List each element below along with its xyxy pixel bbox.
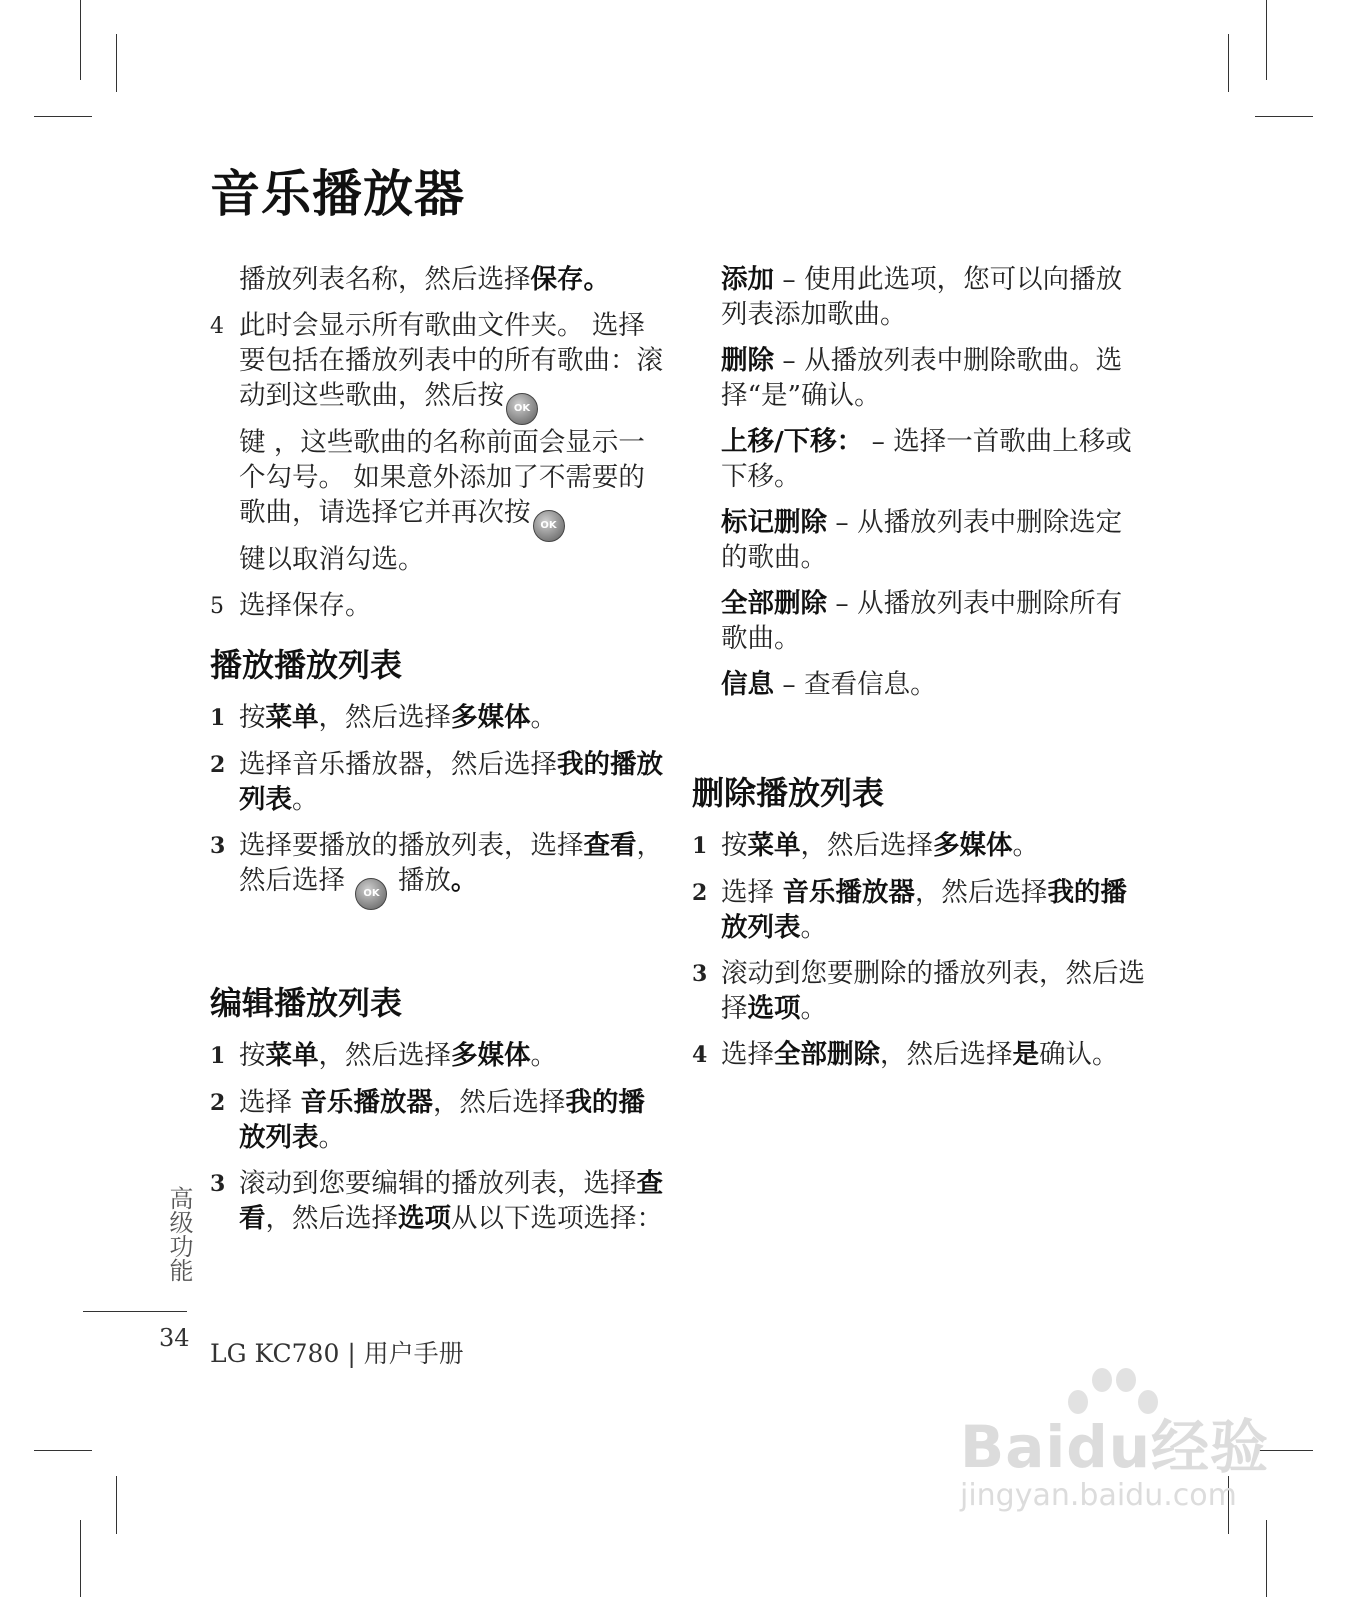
page-title: 音乐播放器 — [210, 164, 465, 223]
divider — [83, 1311, 187, 1312]
step-text: 选择音乐播放器，然后选择我的播放列表。 — [239, 749, 663, 815]
option-delete: 删除 – 从播放列表中删除歌曲。选择“是”确认。 — [721, 345, 1123, 411]
step-number: 2 — [210, 1090, 226, 1116]
crop-mark — [34, 116, 92, 117]
side-tab-label: 高级功能 — [165, 1186, 193, 1282]
step-number: 4 — [692, 1042, 708, 1068]
list-item — [210, 1166, 665, 1236]
list-item — [692, 875, 1147, 945]
option-info: 信息 – 查看信息。 — [721, 669, 937, 700]
list-item — [210, 1038, 665, 1074]
list-item — [210, 747, 665, 817]
step-number: 1 — [210, 705, 226, 731]
section-heading-delete: 删除播放列表 — [692, 774, 885, 812]
watermark-sub: jingyan.baidu.com — [960, 1478, 1237, 1513]
step-text: 选择 音乐播放器，然后选择我的播放列表。 — [239, 1087, 645, 1153]
watermark-main: Baidu经验 — [960, 1413, 1270, 1481]
step-number: 3 — [692, 961, 708, 987]
crop-mark — [116, 34, 117, 92]
list-item — [210, 588, 665, 624]
page-number: 34 — [159, 1324, 190, 1352]
list-item — [692, 1037, 1147, 1073]
option-delete-all: 全部删除 – 从播放列表中删除所有歌曲。 — [721, 588, 1123, 654]
step-text: 选择保存。 — [239, 590, 372, 621]
ok-key-icon: OK — [533, 510, 565, 542]
step-text: 滚动到您要编辑的播放列表，选择查看，然后选择选项从以下选项选择： — [239, 1168, 663, 1234]
crop-mark — [34, 1450, 92, 1451]
ok-key-icon: OK — [506, 393, 538, 425]
list-item — [692, 828, 1147, 864]
list-item — [210, 1085, 665, 1155]
paw-icon — [1092, 1368, 1112, 1392]
crop-mark — [1228, 34, 1229, 92]
section-heading-play: 播放播放列表 — [210, 646, 403, 684]
step-text: 选择全部删除，然后选择是确认。 — [721, 1039, 1119, 1070]
step-text: 选择 音乐播放器，然后选择我的播放列表。 — [721, 877, 1127, 943]
step-number: 5 — [210, 594, 224, 619]
step-text: 按菜单，然后选择多媒体。 — [239, 702, 557, 733]
option-add: 添加 – 使用此选项，您可以向播放列表添加歌曲。 — [721, 264, 1123, 330]
footer-text: LG KC780 | 用户手册 — [210, 1339, 464, 1368]
crop-mark — [1255, 116, 1313, 117]
step-number: 3 — [210, 1171, 226, 1197]
step-text: 滚动到您要删除的播放列表，然后选择选项。 — [721, 958, 1145, 1024]
section-heading-edit: 编辑播放列表 — [210, 984, 403, 1022]
option-mark-delete: 标记删除 – 从播放列表中删除选定的歌曲。 — [721, 507, 1123, 573]
step-number: 3 — [210, 833, 226, 859]
baidu-watermark — [950, 1360, 1270, 1530]
crop-mark — [116, 1476, 117, 1534]
step-number: 2 — [210, 752, 226, 778]
crop-mark — [1266, 1520, 1267, 1597]
ok-key-icon: OK — [355, 878, 387, 910]
right-column — [692, 262, 1147, 1084]
crop-mark — [80, 1520, 81, 1597]
step-text: 选择要播放的播放列表，选择查看，然后选择 OK 播放。 — [239, 828, 665, 910]
step-text: 按菜单，然后选择多媒体。 — [239, 1040, 557, 1071]
step-text: 此时会显示所有歌曲文件夹。 选择要包括在播放列表中的所有歌曲：滚动到这些歌曲，然后按 OK 键 ，这些歌曲的名称前面会显示一个勾号。 如果意外添加了不需要的歌曲，请选择它并再次按 OK 键以取消勾选。 — [239, 310, 663, 575]
step-number: 2 — [692, 880, 708, 906]
list-item — [210, 308, 665, 577]
intro-paragraph: 播放列表名称，然后选择保存。 — [239, 264, 610, 295]
crop-mark — [1266, 0, 1267, 80]
step-number: 1 — [692, 833, 708, 859]
paw-icon — [1116, 1368, 1136, 1392]
list-item — [692, 956, 1147, 1026]
list-item — [210, 700, 665, 736]
list-item — [210, 828, 665, 910]
step-number: 1 — [210, 1043, 226, 1069]
step-number: 4 — [210, 314, 224, 339]
crop-mark — [80, 0, 81, 80]
left-column — [210, 262, 665, 1247]
option-move: 上移/下移： – 选择一首歌曲上移或下移。 — [721, 426, 1132, 492]
step-text: 按菜单，然后选择多媒体。 — [721, 830, 1039, 861]
